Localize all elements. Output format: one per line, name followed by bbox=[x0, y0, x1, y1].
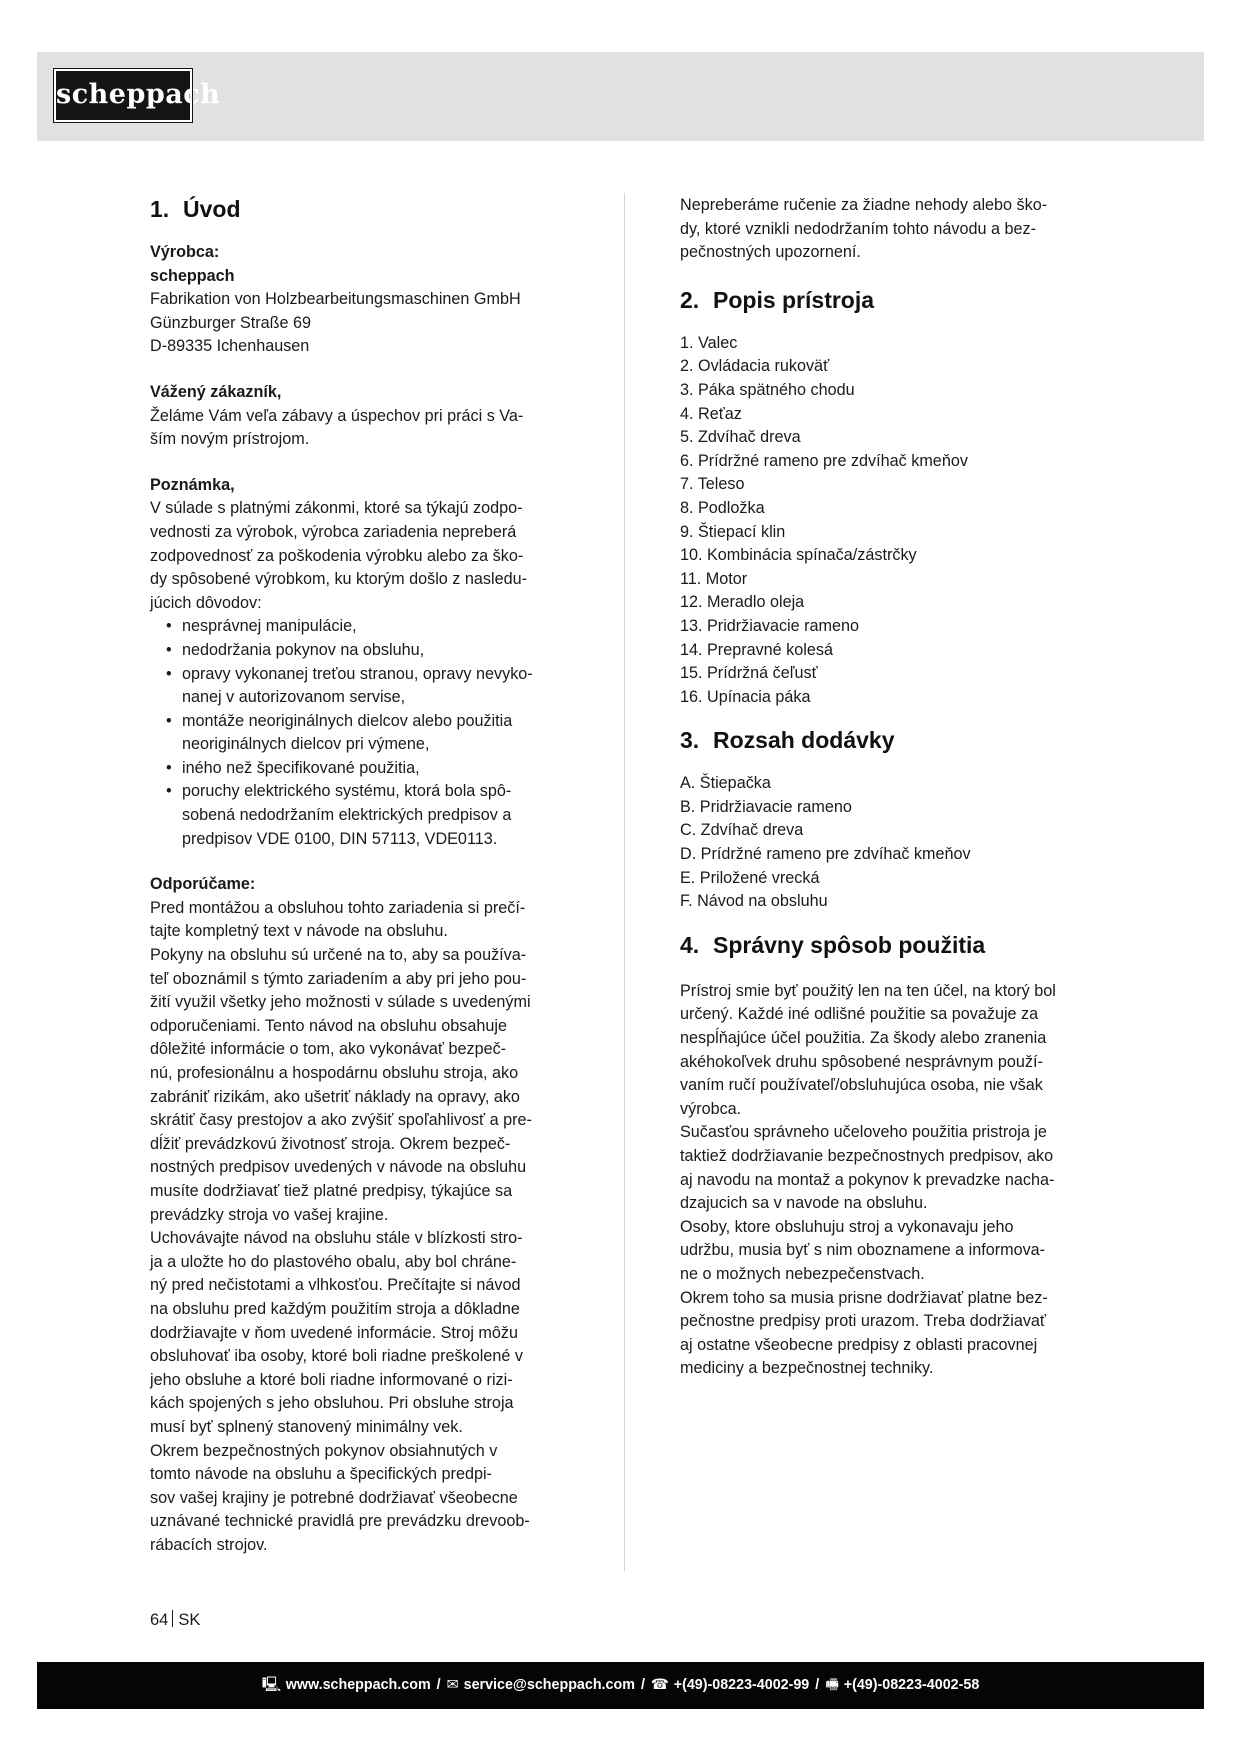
phone-number: +(49)-08223-4002-99 bbox=[673, 1677, 810, 1693]
bullet-text: nedodržania pokynov na obsluhu, bbox=[182, 640, 425, 659]
body-line: skrátiť časy prestojov a ako zvýšiť spoľahlivosť a pre- bbox=[150, 1111, 532, 1130]
body-line: Sučasťou správneho učeloveho použitia pristroja je bbox=[680, 1123, 1047, 1142]
note-line: júcich dôvodov: bbox=[150, 593, 262, 612]
list-item: C. Zdvíhač dreva bbox=[680, 821, 804, 840]
body-line: Okrem bezpečnostných pokynov obsiahnutých v bbox=[150, 1441, 498, 1460]
bullet-text: neoriginálnych dielcov pri výmene, bbox=[182, 735, 430, 754]
left-column bbox=[150, 194, 578, 1557]
list-item: 11. Motor bbox=[680, 569, 748, 588]
body-line: dôležité informácie o tom, ako vykonávať bezpeč- bbox=[150, 1040, 507, 1059]
section-title: Správny spôsob použitia bbox=[713, 931, 986, 958]
logo-text: scheppach bbox=[56, 79, 221, 110]
body-line: sov vašej krajiny je potrebné dodržiavať všeobecne bbox=[150, 1488, 518, 1507]
manufacturer-heading: Výrobca: bbox=[150, 243, 220, 261]
footer-separator: / bbox=[436, 1677, 441, 1693]
usage-body bbox=[680, 980, 1100, 1381]
page-separator bbox=[172, 1610, 173, 1627]
intro-line: Nepreberáme ručenie za žiadne nehody alebo ško- bbox=[680, 196, 1048, 214]
list-item: 2. Ovládacia rukoväť bbox=[680, 357, 830, 376]
bullet-text: sobená nedodržaním elektrických predpisov a bbox=[182, 806, 512, 825]
body-line: nespĺňajúce účel použitia. Za škody alebo zranenia bbox=[680, 1029, 1047, 1048]
footer-separator: / bbox=[640, 1677, 645, 1693]
list-item: 16. Upínacia páka bbox=[680, 687, 811, 706]
list-item: 10. Kombinácia spínača/zástrčky bbox=[680, 546, 917, 565]
body-line: dĺžiť prevádzkovú životnosť stroja. Okrem bezpeč- bbox=[150, 1134, 511, 1153]
body-line: nostných predpisov uvedených v návode na obsluhu bbox=[150, 1158, 527, 1177]
list-item: 12. Meradlo oleja bbox=[680, 593, 805, 612]
body-line: výrobca. bbox=[680, 1099, 742, 1118]
body-line: musíte dodržiavať tiež platné predpisy, týkajúce sa bbox=[150, 1181, 513, 1200]
body-line: tomto návode na obsluhu a špecifických predpi- bbox=[150, 1465, 492, 1484]
body-line: udržbu, musia byť s nim oboznamene a informova- bbox=[680, 1241, 1046, 1260]
bullet-item bbox=[150, 757, 578, 781]
list-item: 1. Valec bbox=[680, 333, 738, 352]
section-2-heading bbox=[680, 285, 1100, 315]
note-line: V súlade s platnými zákonmi, ktoré sa týkajú zodpo- bbox=[150, 499, 523, 518]
body-line: ný pred nečistotami a vlhkosťou. Prečítajte si návod bbox=[150, 1276, 521, 1295]
list-item: 9. Štiepací klin bbox=[680, 522, 786, 541]
list-item: 14. Prepravné kolesá bbox=[680, 640, 833, 659]
bullet-text: poruchy elektrického systému, ktorá bola spô- bbox=[182, 782, 512, 801]
body-line: rábacích strojov. bbox=[150, 1535, 268, 1554]
manufacturer-line: Günzburger Straße 69 bbox=[150, 313, 312, 332]
list-item: 6. Prídržné rameno pre zdvíhač kmeňov bbox=[680, 451, 968, 470]
bullet-text: iného než špecifikované použitia, bbox=[182, 758, 420, 777]
body-line: ja a uložte ho do plastového obalu, aby bol chráne- bbox=[150, 1252, 517, 1271]
bullet-text: nanej v autorizovanom servise, bbox=[182, 688, 406, 707]
section-4-heading bbox=[680, 930, 1100, 960]
list-item: E. Priložené vrecká bbox=[680, 868, 820, 887]
list-item: 7. Teleso bbox=[680, 475, 745, 494]
greeting-heading: Vážený zákazník, bbox=[150, 382, 282, 401]
list-item: 15. Prídržná čeľusť bbox=[680, 664, 818, 683]
body-line: kách spojených s jeho obsluhou. Pri obsluhe stroja bbox=[150, 1394, 514, 1413]
bullet-icon: • bbox=[166, 617, 172, 636]
manufacturer-line: D-89335 Ichenhausen bbox=[150, 337, 310, 356]
bullet-icon: • bbox=[166, 640, 172, 659]
body-line: zabrániť rizikám, ako ušetriť náklady na opravy, ako bbox=[150, 1087, 520, 1106]
list-item: 5. Zdvíhač dreva bbox=[680, 428, 801, 447]
section-3-heading bbox=[680, 725, 1100, 755]
column-divider bbox=[624, 193, 625, 1571]
note-line: vednosti za výrobok, výrobca zariadenia nepreberá bbox=[150, 522, 517, 541]
list-item: 4. Reťaz bbox=[680, 404, 742, 423]
body-line: Uchovávajte návod na obsluhu stále v blízkosti stro- bbox=[150, 1229, 523, 1248]
body-line: aj navodu na montaž a pokynov k prevadzke nacha- bbox=[680, 1170, 1055, 1189]
body-line: pečnostne predpisy proti urazom. Treba dodržiavať bbox=[680, 1312, 1046, 1331]
bullet-item bbox=[150, 780, 578, 851]
email-link[interactable]: service@scheppach.com bbox=[463, 1677, 635, 1693]
greeting-line: Želáme Vám veľa zábavy a úspechov pri práci s Va- bbox=[150, 406, 524, 425]
intro-line: pečnostných upozornení. bbox=[680, 243, 861, 262]
body-line: odporučeniami. Tento návod na obsluhu obsahuje bbox=[150, 1016, 507, 1035]
note-heading: Poznámka, bbox=[150, 475, 235, 494]
note-bullet-list bbox=[150, 615, 578, 851]
body-line: jeho obsluhe a ktoré boli riadne informované o rizi- bbox=[150, 1370, 513, 1389]
bullet-item bbox=[150, 639, 578, 663]
body-line: taktiež dodržiavanie bezpečnostnych predpisov, ako bbox=[680, 1147, 1054, 1165]
list-item: 8. Podložka bbox=[680, 498, 765, 517]
body-line: Pred montážou a obsluhou tohto zariadenia si prečí- bbox=[150, 898, 526, 917]
section-number: 4. bbox=[680, 931, 700, 958]
section-number: 3. bbox=[680, 727, 700, 754]
body-line: aj ostatne všeobecne predpisy z oblasti pracovnej bbox=[680, 1335, 1038, 1354]
language-code: SK bbox=[178, 1611, 201, 1629]
section-1-heading bbox=[150, 194, 578, 224]
body-line: mediciny a bezpečnostnej techniky. bbox=[680, 1359, 934, 1378]
note-line: zodpovednosť za poškodenia výrobku alebo za ško- bbox=[150, 546, 524, 565]
bullet-item bbox=[150, 710, 578, 757]
bullet-text: opravy vykonanej treťou stranou, opravy nevyko- bbox=[182, 664, 533, 683]
contact-footer bbox=[37, 1662, 1204, 1709]
website-link[interactable]: www.scheppach.com bbox=[285, 1677, 431, 1693]
body-line: musí byť splnený stanovený minimálny vek. bbox=[150, 1417, 463, 1436]
brand-logo bbox=[54, 69, 221, 122]
bullet-icon: • bbox=[166, 664, 172, 683]
body-line: prevádzky stroja vo vašej krajine. bbox=[150, 1205, 389, 1224]
phone-icon: ☎ bbox=[650, 1677, 669, 1693]
note-line: dy spôsobené výrobkom, ku ktorým došlo z nasledu- bbox=[150, 570, 527, 589]
bullet-text: nesprávnej manipulácie, bbox=[182, 617, 357, 636]
list-item: B. Pridržiavacie rameno bbox=[680, 797, 852, 816]
list-item: 3. Páka spätného chodu bbox=[680, 380, 855, 399]
section-number: 2. bbox=[680, 286, 700, 313]
recommend-body bbox=[150, 897, 578, 1558]
body-line: Okrem toho sa musia prisne dodržiavať platne bez- bbox=[680, 1288, 1048, 1307]
delivery-list bbox=[680, 772, 1100, 914]
body-line: vaním ručí používateľ/obsluhujúca osoba, nie však bbox=[680, 1076, 1043, 1095]
recommend-heading: Odporúčame: bbox=[150, 875, 256, 894]
bullet-text: predpisov VDE 0100, DIN 57113, VDE0113. bbox=[182, 829, 498, 848]
manufacturer-line: Fabrikation von Holzbearbeitungsmaschinen GmbH bbox=[150, 290, 521, 309]
fax-number: +(49)-08223-4002-58 bbox=[843, 1677, 980, 1693]
footer-separator: / bbox=[815, 1677, 820, 1693]
body-line: žití využil všetky jeho možnosti v súlade s uvedenými bbox=[150, 993, 531, 1012]
greeting-line: ším novým prístrojom. bbox=[150, 430, 310, 449]
body-line: dodržiavajte v ňom uvedené informácie. Stroj môžu bbox=[150, 1323, 518, 1342]
body-line: Pokyny na obsluhu sú určené na to, aby sa používa- bbox=[150, 946, 527, 965]
parts-list bbox=[680, 332, 1100, 710]
page-number bbox=[150, 1610, 200, 1630]
bullet-text: montáže neoriginálnych dielcov alebo použitia bbox=[182, 711, 513, 730]
bullet-item bbox=[150, 663, 578, 710]
body-line: určený. Každé iné odlišné použitie sa považuje za bbox=[680, 1005, 1039, 1024]
list-item: A. Štiepačka bbox=[680, 774, 771, 793]
body-line: Osoby, ktore obsluhuju stroj a vykonavaju jeho bbox=[680, 1217, 1014, 1236]
body-line: teľ oboznámil s týmto zariadením a aby pri jeho pou- bbox=[150, 969, 527, 988]
body-line: tajte kompletný text v návode na obsluhu. bbox=[150, 922, 448, 941]
body-line: na obsluhu pred každým použitím stroja a dôkladne bbox=[150, 1299, 520, 1318]
monitor-icon: 🖳 bbox=[261, 1677, 281, 1693]
list-item: F. Návod na obsluhu bbox=[680, 892, 828, 911]
mail-icon: ✉ bbox=[446, 1677, 459, 1693]
page-number-value: 64 bbox=[150, 1611, 169, 1629]
body-line: nú, profesionálnu a hospodárnu obsluhu stroja, ako bbox=[150, 1064, 519, 1082]
intro-line: dy, ktoré vznikli nedodržaním tohto návodu a bez- bbox=[680, 219, 1037, 238]
section-number: 1. bbox=[150, 196, 170, 222]
bullet-icon: • bbox=[166, 711, 172, 730]
manufacturer-name: scheppach bbox=[150, 266, 235, 285]
section-title: Úvod bbox=[183, 196, 241, 222]
body-line: Prístroj smie byť použitý len na ten účel, na ktorý bol bbox=[680, 981, 1056, 1000]
bullet-icon: • bbox=[166, 782, 172, 801]
bullet-item bbox=[150, 615, 578, 639]
header-bar bbox=[37, 52, 1204, 141]
list-item: D. Prídržné rameno pre zdvíhač kmeňov bbox=[680, 845, 971, 864]
bullet-icon: • bbox=[166, 758, 172, 777]
body-line: ne o možnych nebezpečenstvach. bbox=[680, 1264, 925, 1283]
body-line: obsluhovať iba osoby, ktoré boli riadne preškolené v bbox=[150, 1347, 523, 1366]
body-line: uznávané technické pravidlá pre prevádzku drevoob- bbox=[150, 1512, 530, 1531]
section-title: Popis prístroja bbox=[713, 286, 875, 313]
right-column bbox=[680, 194, 1100, 1381]
body-line: dzajucich sa v navode na obsluhu. bbox=[680, 1194, 928, 1213]
section-title: Rozsah dodávky bbox=[713, 727, 895, 754]
fax-icon: 🖷 bbox=[825, 1677, 839, 1693]
list-item: 13. Pridržiavacie rameno bbox=[680, 616, 860, 635]
body-line: akéhokoľvek druhu spôsobené nesprávnym použí- bbox=[680, 1052, 1043, 1071]
